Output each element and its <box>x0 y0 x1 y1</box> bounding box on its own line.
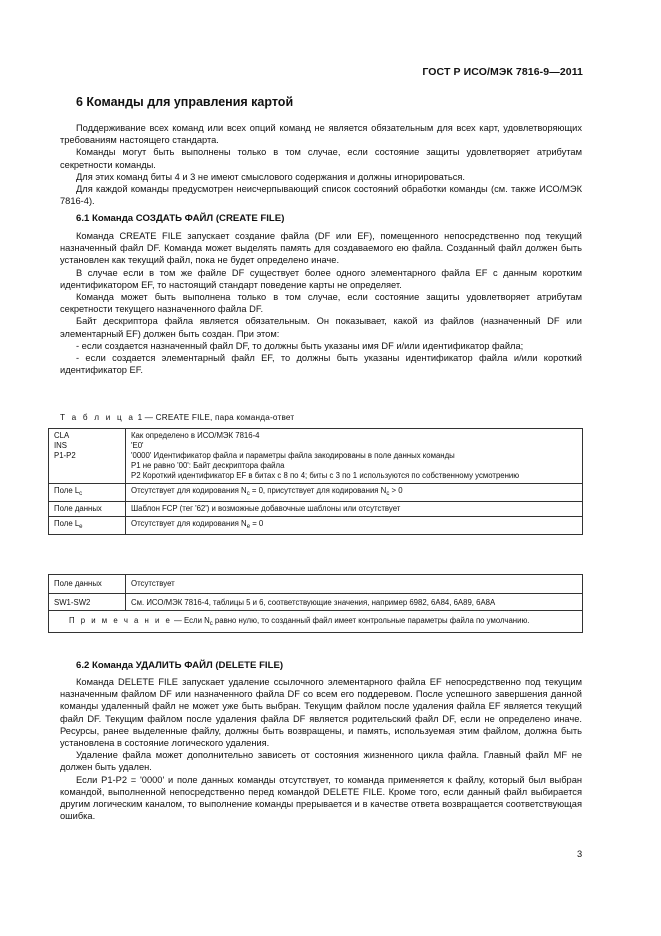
paragraph: Если P1-P2 = '0000' и поле данных команды отсутствует, то команда применяется к файлу, который был выбран командой, выполненной непосредственно перед командой DELETE FILE. Кроме того, если данный файл выбирается другим логическим каналом, то выполнение команды прерывается и в качестве ответа возвращается соответствующая ошибка. <box>60 774 582 822</box>
table-cell: Шаблон FCP (тег '62') и возможные добавочные шаблоны или отсутствует <box>126 502 583 517</box>
section-6-1-body <box>60 230 582 376</box>
table-cell: Отсутствует для кодирования $N_e = 0$ <box>126 517 583 535</box>
table-cell: Поле данных <box>49 502 126 517</box>
paragraph: Для этих команд биты 4 и 3 не имеют смыслового содержания и должны игнорироваться. <box>76 171 465 182</box>
table-row <box>49 502 583 517</box>
table-row <box>49 484 583 502</box>
table-row <box>49 517 583 535</box>
table-cell: Поле данных <box>49 575 126 594</box>
table-cell: SW1-SW2 <box>49 594 126 611</box>
paragraph: Байт дескриптора файла является обязательным. Он показывает, какой из файлов (назначенный DF или элементарный EF) должен быть создан. При этом: <box>60 316 582 339</box>
paragraph: Команда может быть выполнена только в том случае, если состояние защиты удовлетворяет атрибутам секретности текущего назначенного файла DF. <box>60 292 582 315</box>
list-item: - если создается элементарный файл EF, то должны быть указаны идентификатор файла и/или короткий идентификатор EF. <box>60 353 582 376</box>
response-table <box>48 574 583 633</box>
paragraph: В случае если в том же файле DF существует более одного элементарного файла EF с данным коротким идентификатором EF, то настоящий стандарт поведение карты не определяет. <box>60 267 582 290</box>
table-row <box>49 594 583 611</box>
table-row <box>49 611 583 633</box>
section-6-2-body <box>60 676 582 822</box>
paragraph: Для каждой команды предусмотрен неисчерпывающий список состояний обработки команды (см. также ИСО/МЭК 7816-4). <box>60 184 582 207</box>
table-note: П р и м е ч а н и е — Если $N_c$ равно нулю, то созданный файл имеет контрольные параметры файла по умолчанию. <box>49 611 583 633</box>
table-cell: Поле $L_c$ <box>49 484 126 502</box>
section-6-body <box>60 122 582 207</box>
list-item: - если создается назначенный файл DF, то должны быть указаны имя DF и/или идентификатор файла; <box>76 340 524 351</box>
standard-header: ГОСТ Р ИСО/МЭК 7816-9—2011 <box>422 66 583 78</box>
table-cell: Поле $L_e$ <box>49 517 126 535</box>
table-cell: Отсутствует для кодирования $N_c = 0$, присутствует для кодирования $N_c > 0$ <box>126 484 583 502</box>
paragraph: Удаление файла может дополнительно зависеть от состояния жизненного цикла файла. Главный файл MF не должен быть удален. <box>60 750 582 773</box>
paragraph: Поддерживание всех команд или всех опций команд не является обязательным для всех карт, удовлетворяющих требованиям настоящего стандарта. <box>60 123 582 146</box>
table-cell: CLA INS P1-P2 <box>49 429 126 484</box>
paragraph: Команда CREATE FILE запускает создание файла (DF или EF), помещенного непосредственно под текущий назначенный файл DF. Команда может выделять память для создаваемого ею файла. Созданный файл должен быть установлен как текущий файл, пока не будет определено иначе. <box>60 231 582 266</box>
table-cell: См. ИСО/МЭК 7816-4, таблицы 5 и 6, соответствующие значения, например 6982, 6A84, 6A89, 6A8A <box>126 594 583 611</box>
table-1-caption: Т а б л и ц а 1 — CREATE FILE, пара команда-ответ <box>60 413 295 422</box>
section-6-1-title: 6.1 Команда СОЗДАТЬ ФАЙЛ (CREATE FILE) <box>76 213 285 224</box>
table-cell: Отсутствует <box>126 575 583 594</box>
command-table <box>48 428 583 535</box>
section-6-title: 6 Команды для управления картой <box>76 95 294 109</box>
table-cell: Как определено в ИСО/МЭК 7816-4 'E0' '0000' Идентификатор файла и параметры файла закодированы в поле данных команды P1 не равно '00': Байт дескриптора файла P2 Короткий идентификатор EF в битах с 8 по 4; биты с 3 по 1 используются по собственному усмотрению <box>126 429 583 484</box>
paragraph: Команды могут быть выполнены только в том случае, если состояние защиты удовлетворяет атрибутам секретности команды. <box>60 147 582 170</box>
table-row <box>49 575 583 594</box>
table-row <box>49 429 583 484</box>
section-6-2-title: 6.2 Команда УДАЛИТЬ ФАЙЛ (DELETE FILE) <box>76 660 284 671</box>
paragraph: Команда DELETE FILE запускает удаление ссылочного элементарного файла EF непосредственно под текущим назначенным файлом DF или назначенного файла DF со всем его поддеревом. После успешного завершения данной команды удаленный файл не может уже быть выбран. Текущим файлом после удаления файла EF является текущий файл DF. Текущим файлом после удаления файла DF является родительский файл DF, если не определено иначе. Ресурсы, ранее выделенные файлу, должны быть возвращены, и память, используемая этим файлом, должна быть установлена в состояние логического удаления. <box>60 677 582 749</box>
page-number: 3 <box>577 849 583 859</box>
